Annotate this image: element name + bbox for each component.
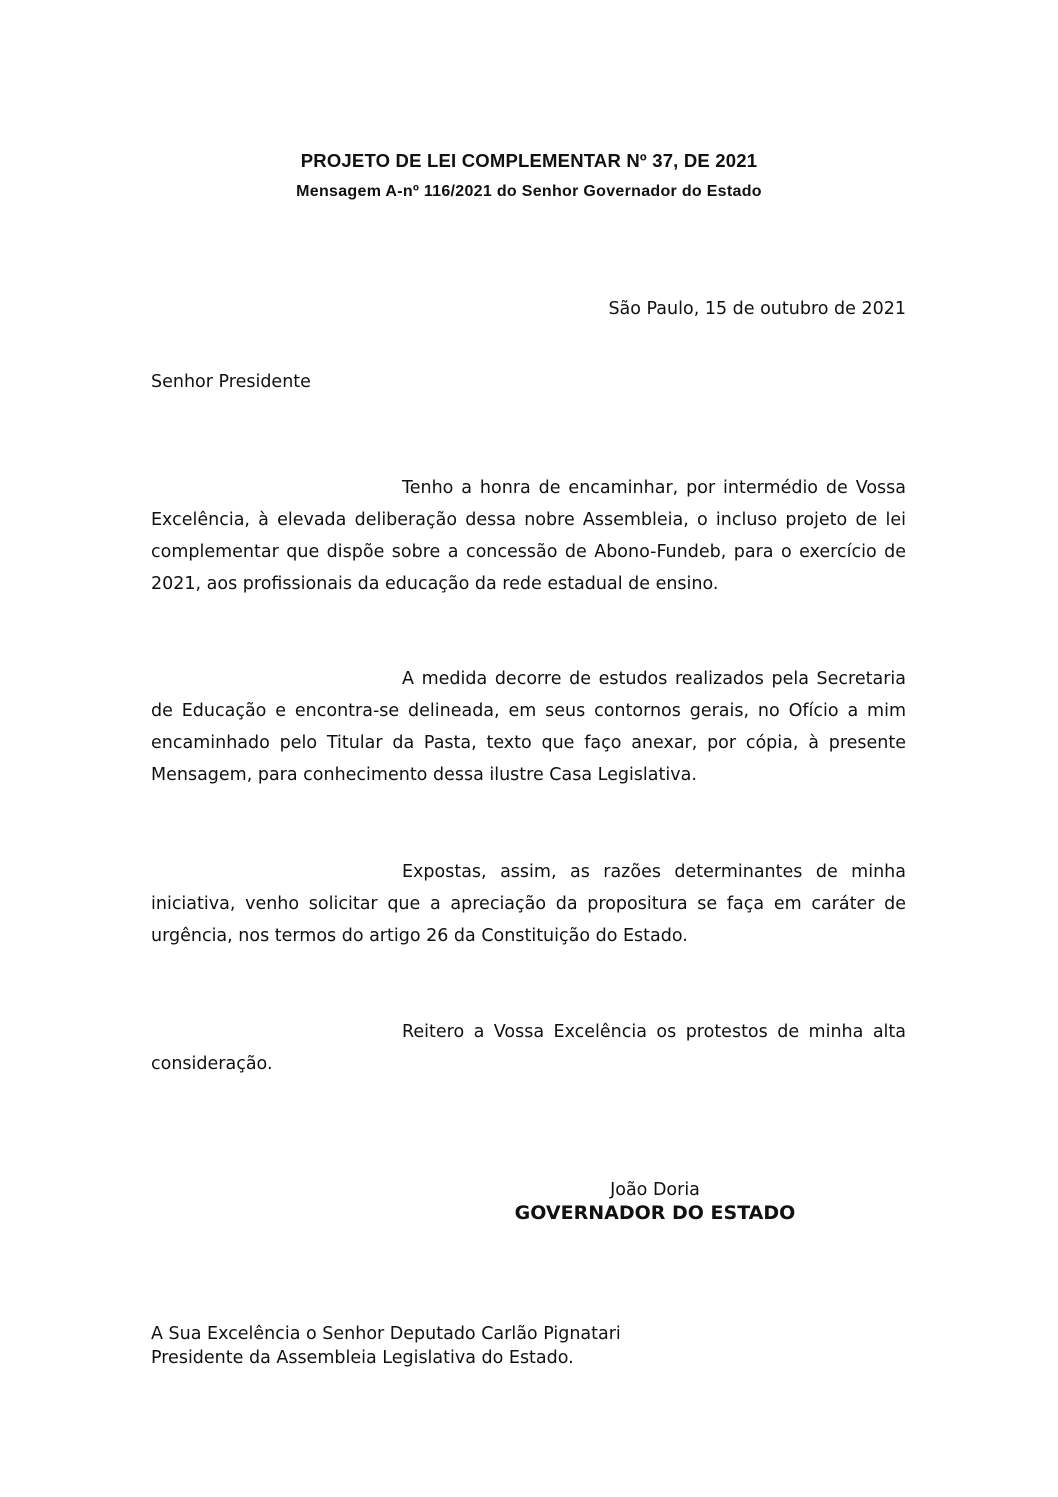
salutation: Senhor Presidente [151,372,311,392]
paragraph-text: Expostas, assim, as razões determinantes de minha iniciativa, venho solicitar que a apreciação da propositura se faça em caráter de urgência, nos termos do artigo 26 da Constituição do Estado. [151,862,906,946]
paragraph-text: Tenho a honra de encaminhar, por intermédio de Vossa Excelência, à elevada deliberação dessa nobre Assembleia, o incluso projeto de lei complementar que dispõe sobre a concessão de Abono-Fundeb, para o exercício de 2021, aos profissionais da educação da rede estadual de ensino. [151,478,906,594]
paragraph-text: Reitero a Vossa Excelência os protestos de minha alta consideração. [151,1022,906,1074]
paragraph-3 [151,856,906,952]
addressee-line-2: Presidente da Assembleia Legislativa do Estado. [151,1348,574,1368]
addressee-line-1: A Sua Excelência o Senhor Deputado Carlão Pignatari [151,1324,621,1344]
paragraph-1 [151,472,906,600]
paragraph-text: A medida decorre de estudos realizados pela Secretaria de Educação e encontra-se delineada, em seus contornos gerais, no Ofício a mim encaminhado pelo Titular da Pasta, texto que faço anexar, por cópia, à presente Mensagem, para conhecimento dessa ilustre Casa Legislativa. [151,669,906,785]
date-line: São Paulo, 15 de outubro de 2021 [608,299,906,319]
paragraph-4 [151,1016,906,1080]
signatory-name: João Doria [610,1180,700,1200]
bill-title: PROJETO DE LEI COMPLEMENTAR Nº 37, DE 2021 [300,150,758,171]
paragraph-2 [151,663,906,791]
message-subtitle: Mensagem A-nº 116/2021 do Senhor Governador do Estado [296,183,762,200]
addressee-block [151,1322,621,1370]
signatory-title: GOVERNADOR DO ESTADO [514,1202,796,1224]
